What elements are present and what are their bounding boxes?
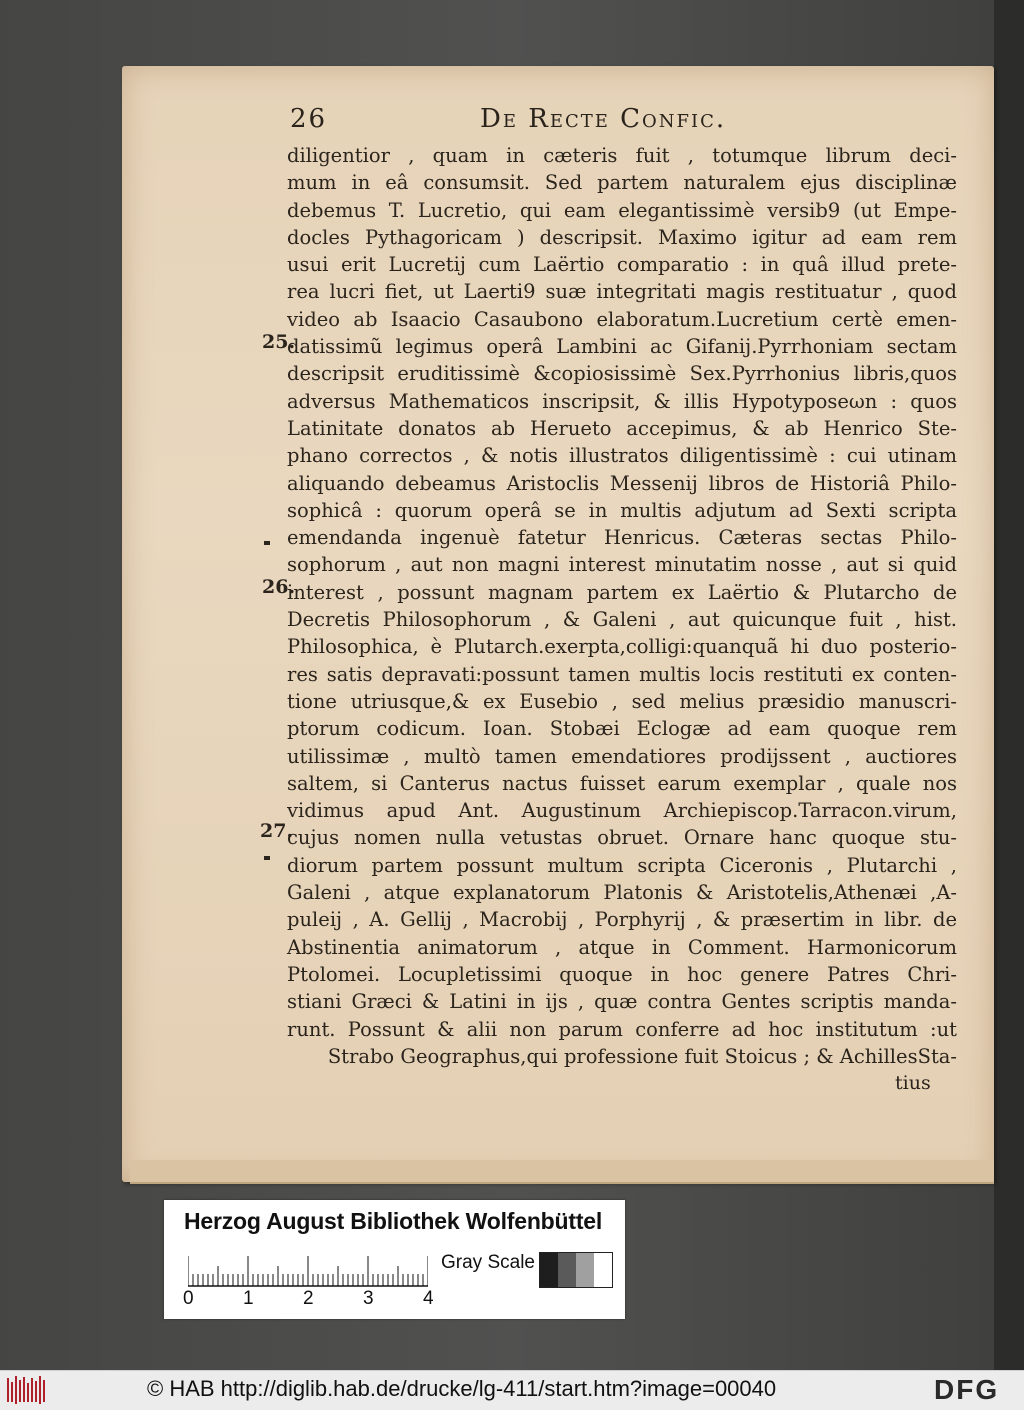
- text-line: res satis depravati:possunt tamen multis locis restituti ex conten-: [287, 662, 957, 686]
- gray-swatch-black: [540, 1253, 558, 1287]
- margin-note-26: 26.: [262, 576, 296, 598]
- catchword: tius: [895, 1072, 931, 1094]
- text-line: ptorum codicum. Ioan. Stobæi Eclogæ ad eam quoque rem: [287, 717, 957, 741]
- scan-right-strip: [994, 0, 1024, 1370]
- ruler-number: 1: [243, 1288, 254, 1309]
- running-head: [290, 104, 760, 140]
- margin-dash-mark: [264, 856, 270, 860]
- text-line: mum in eâ consumsit. Sed partem naturalem ejus disciplinæ: [287, 171, 957, 195]
- text-line: adversus Mathematicos inscripsit, & illis Hypotyposeωn : quos: [287, 389, 957, 413]
- text-line: Latinitate donatos ab Herueto accepimus, & ab Henrico Ste-: [287, 416, 957, 440]
- ruler-icon: [188, 1250, 428, 1290]
- text-line: interest , possunt magnam partem ex Laërtio & Plutarcho de: [287, 580, 957, 604]
- text-line: Philosophica, è Plutarch.exerpta,colligi:quanquã hi duo posterio-: [287, 635, 957, 659]
- page-number: 26: [290, 104, 328, 134]
- ruler-number: 3: [363, 1288, 374, 1309]
- text-line: Decretis Philosophorum , & Galeni , aut quicunque fuit , hist.: [287, 608, 957, 632]
- library-name: Herzog August Bibliothek Wolfenbüttel: [184, 1208, 603, 1234]
- text-line: descripsit eruditissimè &copiosissimè Sex.Pyrrhonius libris,quos: [287, 362, 957, 386]
- text-line: phano correctos , & notis illustratos diligentissimè : cui utinam: [287, 444, 957, 468]
- text-line: diligentior , quam in cæteris fuit , totumque librum deci-: [287, 144, 957, 167]
- text-line: rea lucri fiet, ut Laerti9 suæ integritati magis restituatur , quod: [287, 280, 957, 304]
- margin-dash-mark: [264, 541, 270, 545]
- text-line: tione utriusque,& ex Eusebio , sed melius præsidio manuscri-: [287, 689, 957, 713]
- text-line: runt. Possunt & alii non parum conferre ad hoc institutum :ut: [287, 1017, 957, 1041]
- text-line: Galeni , atque explanatorum Platonis & Aristotelis,Athenæi ,A-: [287, 881, 957, 905]
- text-line: cujus nomen nulla vetustas obruet. Ornare hanc quoque stu-: [287, 826, 957, 850]
- text-line: debemus T. Lucretio, qui eam elegantissimè versib9 (ut Empe-: [287, 198, 957, 222]
- footer-credit-link[interactable]: © HAB http://diglib.hab.de/drucke/lg-411/start.htm?image=00040: [147, 1376, 777, 1401]
- ruler-number: 2: [303, 1288, 314, 1309]
- text-line: vidimus apud Ant. Augustinum Archiepiscop.Tarracon.virum,: [287, 799, 957, 823]
- ruler-number: 4: [423, 1288, 434, 1309]
- gray-swatch-dark: [558, 1253, 576, 1287]
- gray-swatch-mid: [576, 1253, 594, 1287]
- running-title: De Recte Confic.: [480, 104, 727, 134]
- text-line: sophicâ : quorum operâ se in multis adjutum ad Sexti scripta: [287, 498, 957, 522]
- text-line: stiani Græci & Latini in ijs , quæ contra Gentes scriptis manda-: [287, 990, 957, 1014]
- text-line: usui erit Lucretij cum Laërtio comparatio : in quâ illud prete-: [287, 253, 957, 277]
- text-line: Strabo Geographus,qui professione fuit Stoicus ; & AchillesSta-: [327, 1044, 957, 1068]
- barcode-logo-icon: [6, 1376, 48, 1404]
- text-line: datissimũ legimus operâ Lambini ac Gifanij.Pyrrhoniam sectam: [287, 335, 957, 359]
- footer-bar: [0, 1370, 1024, 1410]
- ruler-number: 0: [183, 1288, 194, 1309]
- margin-note-25: 25.: [262, 331, 296, 353]
- body-text: [287, 142, 957, 1070]
- text-line: docles Pythagoricam ) descripsit. Maximo igitur ad eam rem: [287, 225, 957, 249]
- gray-swatch-white: [594, 1253, 612, 1287]
- text-line: saltem, si Canterus nactus fuisset earum exemplar , quale nos: [287, 771, 957, 795]
- text-line: sophorum , aut non magni interest minutatim nosse , aut si quid: [287, 553, 957, 577]
- text-line: Ptolomei. Locupletissimi quoque in hoc genere Patres Chri-: [287, 962, 957, 986]
- gray-scale-swatch: [539, 1252, 613, 1288]
- page-bottom-edge: [130, 1160, 994, 1184]
- text-line: aliquando debeamus Aristoclis Messenij libros de Historiâ Philo-: [287, 471, 957, 495]
- text-line: video ab Isaacio Casaubono elaboratum.Lucretium certè emen-: [287, 307, 957, 331]
- library-scale-card: [164, 1200, 625, 1319]
- text-line: diorum partem possunt multum scripta Ciceronis , Plutarchi ,: [287, 853, 957, 877]
- gray-scale-label: Gray Scale: [441, 1252, 535, 1273]
- margin-note-27: 27.: [260, 820, 294, 842]
- text-line: emendanda ingenuè fatetur Henricus. Cæteras sectas Philo-: [287, 526, 957, 550]
- text-line: utilissimæ , multò tamen emendatiores prodijssent , auctiores: [287, 744, 957, 768]
- text-line: Abstinentia animatorum , atque in Comment. Harmonicorum: [287, 935, 957, 959]
- dfg-logo: DFG: [934, 1374, 1000, 1405]
- text-line: puleij , A. Gellij , Macrobij , Porphyrij , & præsertim in libr. de: [287, 908, 957, 932]
- ruler-numbers: [183, 1288, 443, 1310]
